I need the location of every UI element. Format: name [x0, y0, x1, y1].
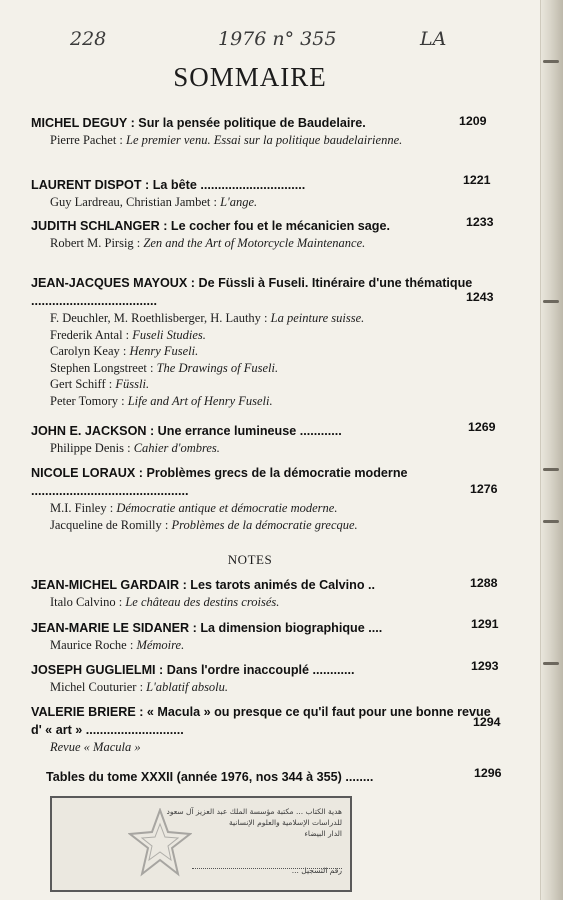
page-number: 1243 — [466, 290, 494, 304]
toc-entry — [31, 217, 499, 252]
review-author: Philippe Denis : — [50, 441, 131, 455]
entry-review — [31, 132, 499, 149]
binding-stitch — [543, 468, 559, 471]
page-number: 1269 — [468, 420, 496, 434]
stamp-line: رقم التسجيل ... — [291, 866, 342, 875]
page-edge-line — [540, 0, 541, 900]
note-heading: JEAN-MICHEL GARDAIR : Les tarots animés de Calvino .. — [31, 578, 376, 592]
review-work: Revue « Macula » — [50, 740, 141, 754]
tables-heading: Tables du tome XXXII (année 1976, nos 344 à 355) ........ — [46, 770, 374, 784]
review-author: Jacqueline de Romilly : — [50, 517, 169, 532]
review-work: Démocratie antique et démocratie moderne. — [116, 501, 338, 515]
note-heading: JEAN-MARIE LE SIDANER : La dimension biographique .... — [31, 621, 383, 635]
page-number: 1291 — [471, 617, 499, 631]
review-work: Zen and the Art of Motorcycle Maintenance. — [143, 236, 366, 250]
toc-entry — [31, 176, 499, 211]
note-entry — [31, 576, 499, 611]
page-title: SOMMAIRE — [173, 62, 327, 92]
page-number: 1296 — [474, 766, 502, 780]
review-author: F. Deuchler, M. Roethlisberger, H. Lauthy : — [50, 311, 268, 325]
toc-entry — [31, 274, 499, 409]
note-review — [31, 594, 499, 611]
entry-review — [31, 376, 499, 393]
note-heading: VALERIE BRIERE : « Macula » ou presque ce qu'il faut pour une bonne revue d' « art » ............................ — [31, 705, 491, 737]
page-binding-edge — [541, 0, 563, 900]
toc-entry — [31, 114, 499, 149]
note-heading: JOSEPH GUGLIELMI : Dans l'ordre inaccouplé ............ — [31, 663, 355, 677]
review-work: Fuseli Studies. — [132, 327, 206, 342]
review-work: Problèmes de la démocratie grecque. — [171, 517, 358, 532]
notes-heading: NOTES — [227, 552, 273, 567]
review-work: Henry Fuseli. — [129, 344, 199, 358]
binding-stitch — [543, 520, 559, 523]
review-author: Peter Tomory : — [50, 393, 125, 408]
page-number: 1293 — [471, 659, 499, 673]
review-author: Maurice Roche : — [50, 638, 134, 652]
review-work: Le château des destins croisés. — [125, 595, 280, 609]
review-work: Le premier venu. Essai sur la politique baudelairienne. — [126, 133, 403, 147]
review-work: L'ablatif absolu. — [146, 680, 229, 694]
library-stamp — [50, 796, 352, 892]
toc-entry — [31, 464, 499, 533]
review-author: Pierre Pachet : — [50, 133, 123, 147]
entry-review — [31, 194, 499, 211]
review-work: La peinture suisse. — [270, 311, 365, 325]
stamp-line: الدار البيضاء — [304, 829, 342, 838]
note-entry — [31, 661, 499, 696]
page-number: 1288 — [470, 576, 498, 590]
handwritten-note-right: LA — [420, 28, 447, 50]
entry-review — [31, 343, 499, 360]
review-author: Carolyn Keay : — [50, 344, 127, 358]
entry-review — [31, 235, 499, 252]
toc-entry — [31, 422, 499, 457]
entry-heading: JEAN-JACQUES MAYOUX : De Füssli à Fuseli. Itinéraire d'une thématique .................................... — [31, 276, 473, 308]
tables-entry — [46, 768, 514, 786]
page-number: 1209 — [459, 114, 487, 128]
review-work: Cahier d'ombres. — [133, 441, 220, 455]
entry-review — [31, 440, 499, 457]
review-author: Guy Lardreau, Christian Jambet : — [50, 195, 217, 209]
page-number: 1276 — [470, 482, 498, 496]
review-work: The Drawings of Fuseli. — [156, 360, 279, 375]
entry-heading: LAURENT DISPOT : La bête .............................. — [31, 178, 306, 192]
note-entry — [31, 619, 499, 654]
review-work: Füssli. — [115, 377, 150, 391]
binding-stitch — [543, 662, 559, 665]
review-author: Robert M. Pirsig : — [50, 236, 141, 250]
review-author: Michel Couturier : — [50, 680, 144, 694]
stamp-signature-line — [192, 868, 342, 869]
handwritten-note-left: 228 — [70, 28, 107, 50]
review-author: Gert Schiff : — [50, 377, 113, 391]
review-work: L'ange. — [220, 195, 258, 209]
review-author: Frederik Antal : — [50, 327, 130, 342]
stamp-line: للدراسات الإسلامية والعلوم الإنسانية — [228, 818, 342, 827]
entry-review — [31, 500, 499, 517]
note-entry — [31, 703, 499, 756]
review-work: Mémoire. — [136, 638, 185, 652]
binding-stitch — [543, 60, 559, 63]
entry-heading: MICHEL DEGUY : Sur la pensée politique de Baudelaire. — [31, 116, 366, 130]
binding-stitch — [543, 300, 559, 303]
entry-review — [31, 393, 499, 410]
note-review — [31, 637, 499, 654]
entry-heading: JOHN E. JACKSON : Une errance lumineuse ............ — [31, 424, 342, 438]
page-number: 1221 — [463, 173, 491, 187]
review-author: Stephen Longstreet : — [50, 360, 154, 375]
handwritten-note-middle: 1976 n° 355 — [218, 28, 337, 50]
review-work: Life and Art of Henry Fuseli. — [127, 393, 273, 408]
entry-review — [31, 327, 499, 344]
stamp-text — [132, 806, 342, 876]
note-review — [31, 739, 499, 756]
entry-heading: NICOLE LORAUX : Problèmes grecs de la démocratie moderne ............................................. — [31, 466, 408, 498]
entry-review — [31, 517, 499, 534]
entry-review — [31, 310, 499, 327]
page-number: 1233 — [466, 215, 494, 229]
note-review — [31, 679, 499, 696]
entry-heading: JUDITH SCHLANGER : Le cocher fou et le mécanicien sage. — [31, 219, 391, 233]
page-number: 1294 — [473, 715, 501, 729]
stamp-line: هدية الكتاب ... مكتبة مؤسسة الملك عبد العزيز آل سعود — [166, 807, 342, 816]
review-author: Italo Calvino : — [50, 595, 123, 609]
review-author: M.I. Finley : — [50, 501, 114, 515]
entry-review — [31, 360, 499, 377]
